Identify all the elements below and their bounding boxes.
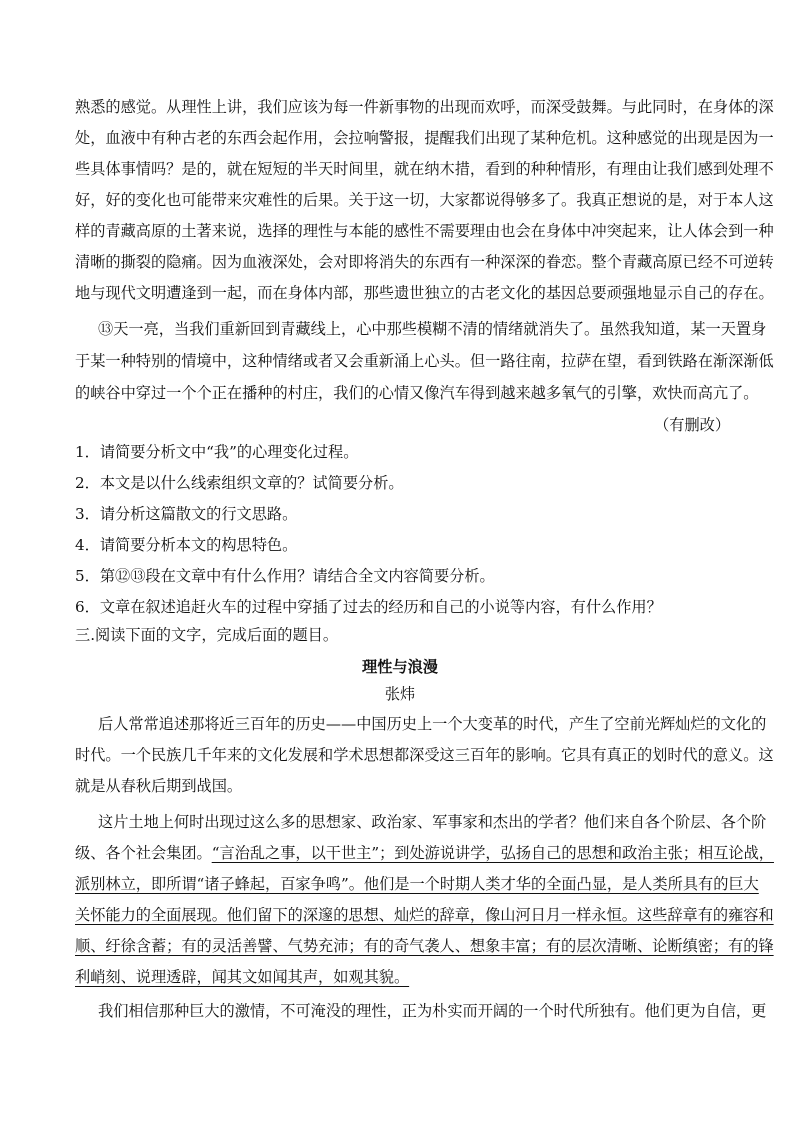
underlined-line: 利峭刻、说理透辟，闻其文如闻其声，如观其貌。	[75, 968, 410, 986]
paragraph-line: 处，血液中有种古老的东西会起作用，会拉响警报，提醒我们出现了某种危机。这种感觉的出现是因为一	[75, 129, 774, 147]
article-paragraph-line	[75, 843, 774, 863]
paragraph-13-line: ⑬天一亮，当我们重新回到青藏线上，心中那些模糊不清的情绪就消失了。虽然我知道，某一天置身	[98, 320, 767, 338]
question-3: 3．请分析这篇散文的行文思路。	[75, 505, 298, 523]
underlined-line: 顺、纡徐含蓄；有的灵活善譬、气势充沛；有的奇气袭人、想象丰富；有的层次清晰、论断缜密；有的锋	[75, 937, 774, 955]
paragraph-13-line: 于某一种特别的情境中，这种情绪或者又会重新涌上心头。但一路往南，拉萨在望，看到铁路在渐深渐低	[75, 352, 774, 370]
question-4: 4．请简要分析本文的构思特色。	[75, 536, 298, 554]
underlined-line: 关怀能力的全面展现。他们留下的深邃的思想、灿烂的辞章，像山河日月一样永恒。这些辞章有的雍容和	[75, 906, 774, 924]
paragraph-line: 地与现代文明遭逢到一起，而在身体内部，那些遗世独立的古老文化的基因总要顽强地显示自己的存在。	[75, 284, 774, 302]
paragraph-line: 样的青藏高原的土著来说，选择的理性与本能的感性不需要理由也会在身体中冲突起来，让人体会到一种	[75, 222, 774, 240]
question-2: 2．本文是以什么线索组织文章的？试简要分析。	[75, 474, 404, 492]
plain-text: 级、各个社会集团。	[75, 844, 212, 862]
paragraph-line: 清晰的撕裂的隐痛。因为血液深处，会对即将消失的东西有一种深深的眷恋。整个青藏高原已经不可逆转	[75, 253, 774, 271]
article-paragraph-line: 时代。一个民族几千年来的文化发展和学术思想都深受这三百年的影响。它具有真正的划时代的意义。这	[75, 746, 774, 764]
article-paragraph-line: 就是从春秋后期到战国。	[75, 777, 243, 795]
article-author: 张炜	[384, 685, 416, 703]
underlined-text: “言治乱之事，以干世主”；到处游说讲学，弘扬自己的思想和政治主张；相互论战，	[211, 844, 774, 862]
edit-note: （有删改）	[654, 416, 730, 434]
paragraph-line: 好，好的变化也可能带来灾难性的后果。关于这一切，大家都说得够多了。我真正想说的是，对于本人这	[75, 191, 774, 209]
section-heading: 三.阅读下面的文字，完成后面的题目。	[75, 626, 339, 644]
question-5: 5．第⑫⑬段在文章中有什么作用？请结合全文内容简要分析。	[75, 567, 495, 585]
article-title: 理性与浪漫	[362, 658, 438, 676]
article-paragraph-line: 后人常常追述那将近三百年的历史——中国历史上一个大变革的时代，产生了空前光辉灿烂的文化的	[98, 715, 767, 733]
paragraph-line: 熟悉的感觉。从理性上讲，我们应该为每一件新事物的出现而欢呼，而深受鼓舞。与此同时，在身体的深	[75, 98, 774, 116]
paragraph-line: 些具体事情吗？是的，就在短短的半天时间里，就在纳木措，看到的种种情形，有理由让我们感到处理不	[75, 160, 774, 178]
underlined-line: 派别林立，即所谓“诸子蜂起，百家争鸣”。他们是一个时期人类才华的全面凸显，是人类所具有的巨大	[75, 875, 759, 893]
question-6: 6．文章在叙述追赶火车的过程中穿插了过去的经历和自己的小说等内容，有什么作用？	[75, 598, 662, 616]
question-1: 1．请简要分析文中“我”的心理变化过程。	[75, 443, 359, 461]
paragraph-13-line: 的峡谷中穿过一个个正在播种的村庄，我们的心情又像汽车得到越来越多氧气的引擎，欢快而高亢了。	[75, 384, 759, 402]
article-paragraph-line: 这片土地上何时出现过这么多的思想家、政治家、军事家和杰出的学者？他们来自各个阶层、各个阶	[98, 813, 767, 831]
article-paragraph-line: 我们相信那种巨大的激情，不可淹没的理性，正为朴实而开阔的一个时代所独有。他们更为自信，更	[98, 1002, 767, 1020]
